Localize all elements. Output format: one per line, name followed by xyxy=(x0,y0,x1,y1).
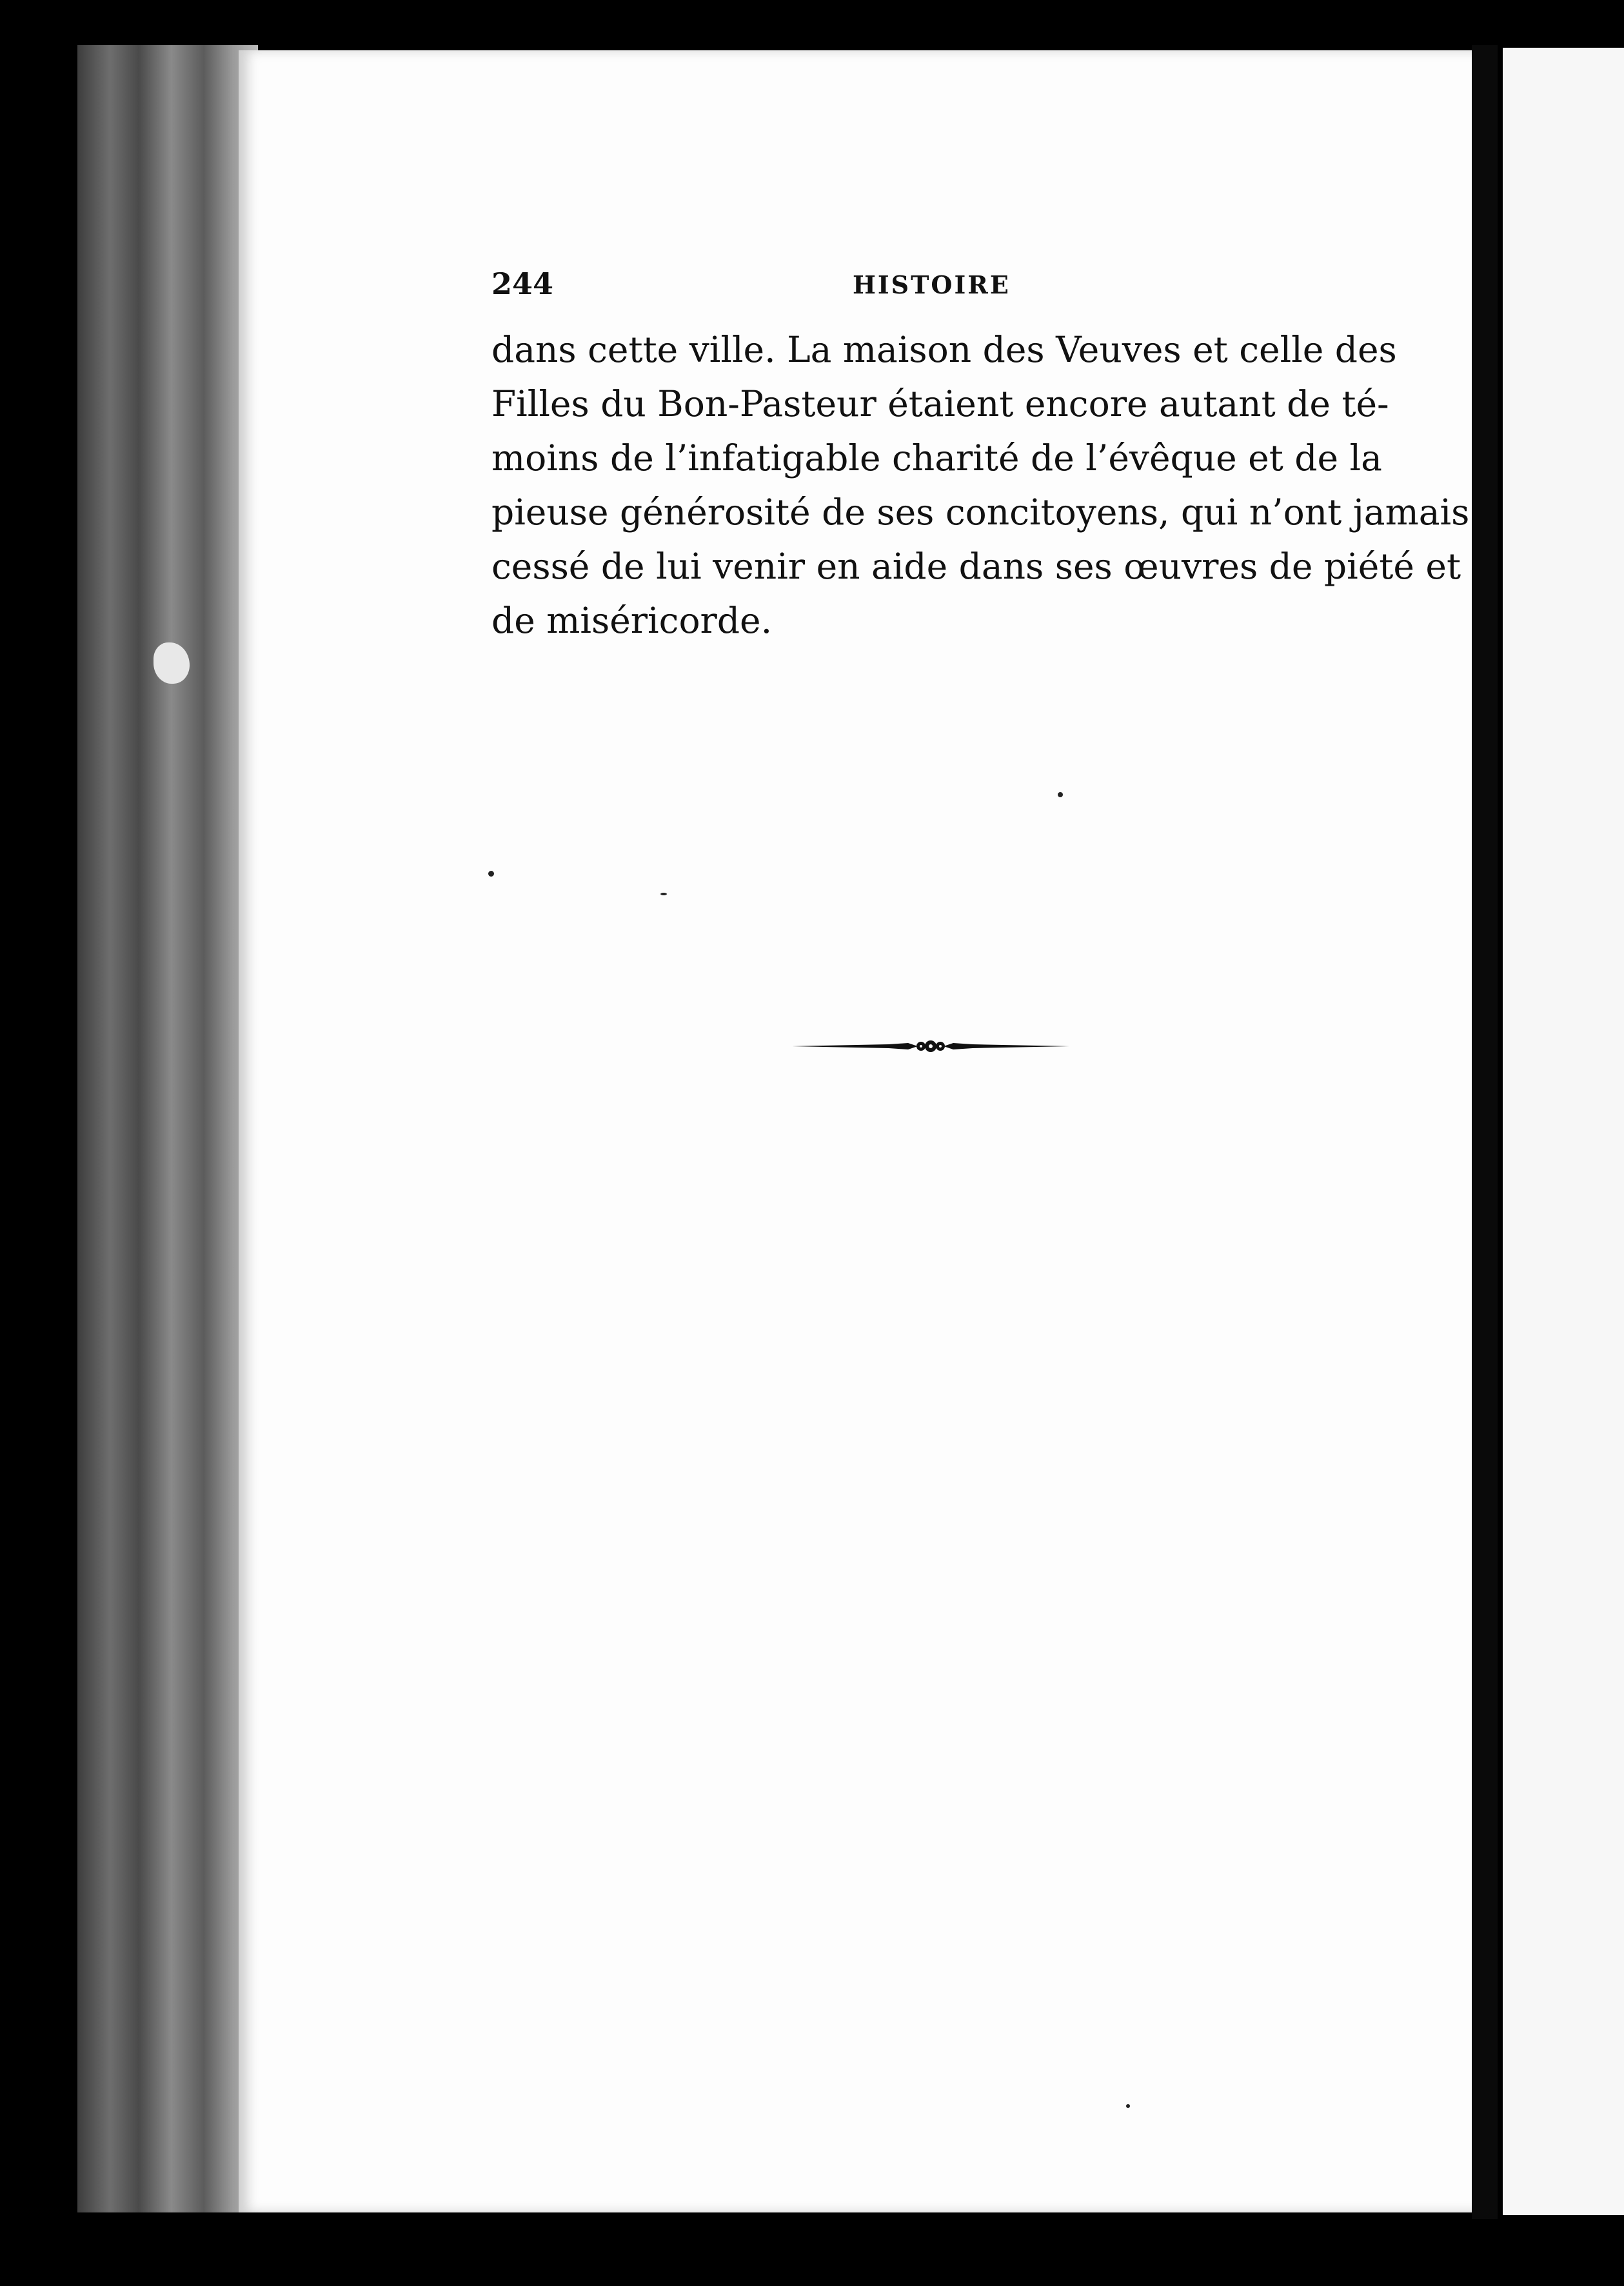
text-line: moins de l’infatigable charité de l’évêque et de la xyxy=(491,437,1382,479)
ink-speck xyxy=(1126,2104,1130,2108)
text-line: pieuse générosité de ses concitoyens, qui n’ont jamais xyxy=(491,492,1470,533)
ink-speck xyxy=(1058,792,1063,797)
text-line: Filles du Bon-Pasteur étaient encore autant de té- xyxy=(491,383,1389,424)
running-header xyxy=(491,266,1356,312)
page-gutter xyxy=(1472,45,1498,2219)
tailpiece-ornament-icon xyxy=(792,1032,1069,1060)
ink-speck xyxy=(660,893,667,895)
body-paragraph xyxy=(491,323,1470,648)
text-line: cessé de lui venir en aide dans ses œuvres de piété et xyxy=(491,546,1461,587)
page-number: 244 xyxy=(491,266,554,301)
text-line: dans cette ville. La maison des Veuves et celle des xyxy=(491,329,1397,370)
book-binding-edge xyxy=(77,45,258,2212)
ink-speck xyxy=(488,871,494,877)
right-page-edge xyxy=(1503,48,1624,2215)
running-title: HISTOIRE xyxy=(853,270,1011,299)
text-line: de miséricorde. xyxy=(491,600,773,641)
